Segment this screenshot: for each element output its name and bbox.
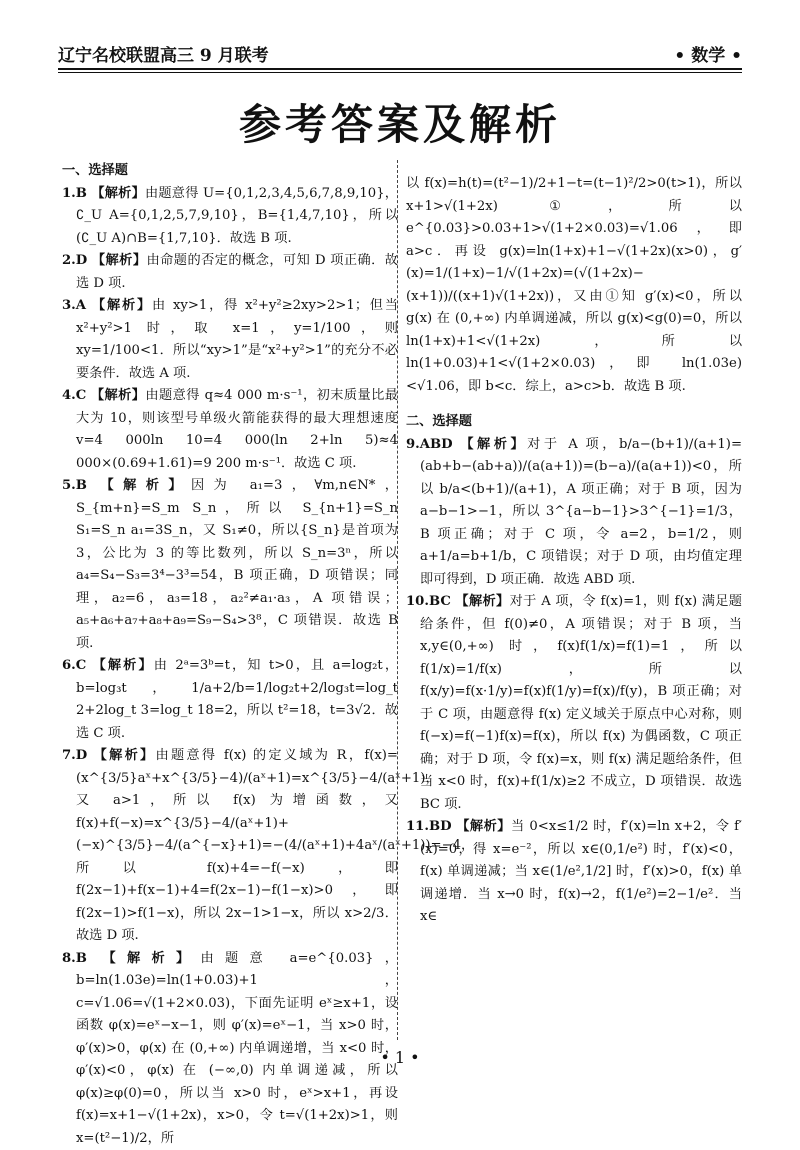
analysis-text: 由题意得 q≈4 000 m·s⁻¹，初末质量比最大为 10，则该型号单级火箭能获得的最大理想速度 v=4 000ln 10=4 000(ln 2+ln 5)≈4 000×(0.69+1.61)=9 200 m·s⁻¹．故选 C 项.: [76, 388, 398, 471]
analysis-tag: 【解析】: [91, 388, 146, 403]
answer-key: 4.C: [62, 388, 86, 403]
answer-item: [62, 745, 398, 948]
page-title: 参考答案及解析: [0, 92, 800, 152]
answer-item: [62, 385, 398, 475]
answer-key: 8.B: [62, 951, 87, 966]
page-number: • 1 •: [0, 1048, 800, 1067]
answer-key: 2.D: [62, 253, 87, 268]
answer-key: 7.D: [62, 748, 87, 763]
answer-key: 10.BC: [406, 594, 451, 609]
column-divider: [397, 160, 398, 1040]
analysis-text: 由题意得 f(x) 的定义域为 R，f(x)=(x^{3/5}aˣ+x^{3/5}−4)/(aˣ+1)=x^{3/5}−4/(aˣ+1)，又 a>1，所以 f(x) 为增函数，又 f(x)+f(−x)=x^{3/5}−4/(aˣ+1)+(−x)^{3/5}−4/(a^{−x}+1)=−(4/(aˣ+1)+4aˣ/(aˣ+1))=−4，所以 f(x)+4=−f(−x)，即 f(2x−1)+f(x−1)+4=f(2x−1)−f(1−x)>0，即 f(2x−1)>f(1−x)，所以 2x−1>1−x，所以 x>2/3．故选 D 项.: [76, 748, 474, 943]
analysis-tag: 【解析】: [101, 478, 191, 493]
analysis-text: 由题意得 U={0,1,2,3,4,5,6,7,8,9,10}，∁_U A={0,1,2,5,7,9,10}，B={1,4,7,10}，所以 (∁_U A)∩B={1,7,10}．故选 B 项.: [76, 186, 398, 246]
analysis-text: 由 2ᵃ=3ᵇ=t，知 t>0，且 a=log₂t，b=log₃t，1/a+2/b=1/log₂t+2/log₃t=log_t 2+2log_t 3=log_t 18=2，所以 t²=18，t=3√2．故选 C 项.: [76, 658, 398, 741]
analysis-tag: 【解析】: [92, 253, 147, 268]
answer-key: 5.B: [62, 478, 87, 493]
analysis-text: 由命题的否定的概念，可知 D 项正确．故选 D 项.: [76, 253, 398, 291]
analysis-tag: 【解析】: [93, 658, 154, 673]
answer-item: [406, 591, 742, 816]
left-column: [62, 160, 398, 1150]
answer-key: 11.BD: [406, 819, 452, 834]
header-subject: • 数学 •: [674, 41, 742, 66]
header-exam-title: 辽宁名校联盟高三 9 月联考: [58, 41, 269, 66]
answer-key: 9.ABD: [406, 437, 453, 452]
analysis-text: 因为 a₁=3，∀m,n∈N*，S_{m+n}=S_m S_n，所以 S_{n+1}=S_n S₁=S_n a₁=3S_n，又 S₁≠0，所以{S_n}是首项为 3，公比为 3 的等比数列，所以 S_n=3ⁿ，所以 a₄=S₄−S₃=3⁴−3³=54，B 项正确，D 项错误；同理，a₂=6，a₃=18，a₂²≠a₁·a₃，A 项错误；a₅+a₆+a₇+a₈+a₉=S₉−S₄>3⁸，C 项错误．故选 B 项.: [76, 478, 398, 651]
answer-item: [406, 434, 742, 592]
analysis-text: 由题意 a=e^{0.03}，b=ln(1.03e)=ln(1+0.03)+1，c=√1.06=√(1+2×0.03)，下面先证明 eˣ≥x+1，设函数 φ(x)=eˣ−x−1，则 φ′(x)=eˣ−1，当 x>0 时，φ′(x)>0，φ(x) 在 (0,+∞) 内单调递增，当 x<0 时，φ′(x)<0，φ(x) 在 (−∞,0) 内单调递减，所以 φ(x)≥φ(0)=0，所以当 x>0 时，eˣ>x+1，再设 f(x)=x+1−√(1+2x)，x>0，令 t=√(1+2x)>1，则 x=(t²−1)/2，所: [76, 951, 398, 1146]
page-header: [58, 40, 742, 66]
analysis-text: 对于 A 项，b/a−(b+1)/(a+1)=(ab+b−(ab+a))/(a(a+1))=(b−a)/(a(a+1))<0，所以 b/a<(b+1)/(a+1)，A 项正确；对于 B 项，因为 a−b−1>−1，所以 3^{a−b−1}>3^{−1}=1/3，B 项正确；对于 C 项，令 a=2，b=1/2，则 a+1/a=b+1/b，C 项错误；对于 D 项，由均值定理即可得到，D 项正确．故选 ABD 项.: [420, 437, 742, 587]
analysis-tag: 【解析】: [456, 819, 511, 834]
analysis-tag: 【解析】: [92, 298, 152, 313]
section-heading: 一、选择题: [62, 160, 398, 183]
right-column: [406, 160, 742, 929]
answer-key: 6.C: [62, 658, 86, 673]
analysis-text: 当 0<x≤1/2 时，f′(x)=ln x+2，令 f′(x)=0，得 x=e⁻²，所以 x∈(0,1/e²) 时，f′(x)<0，f(x) 单调递减；当 x∈(1/e²,1/2] 时，f′(x)>0，f(x) 单调递增．当 x→0 时，f(x)→2，f(1/e²)=2−1/e²．当 x∈: [420, 819, 742, 924]
analysis-tag: 【解析】: [460, 437, 527, 452]
analysis-text: 对于 A 项，令 f(x)=1，则 f(x) 满足题给条件，但 f(0)≠0，A 项错误；对于 B 项，当 x,y∈(0,+∞) 时，f(x)f(1/x)=f(1)=1，所以 f(1/x)=1/f(x)，所以 f(x/y)=f(x·1/y)=f(x)f(1/y)=f(x)/f(y)，B 项正确；对于 C 项，由题意得 f(x) 定义域关于原点中心对称，则 f(−x)=f(−1)f(x)=f(x)，所以 f(x) 为偶函数，C 项正确；对于 D 项，令 f(x)=x，则 f(x) 满足题给条件，但当 x<0 时，f(x)+f(1/x)≥2 不成立，D 项错误．故选 BC 项.: [420, 594, 742, 812]
answer-item: [62, 655, 398, 745]
answer-key: 3.A: [62, 298, 86, 313]
section-heading: 二、选择题: [406, 411, 742, 434]
header-rule-thin: [58, 72, 742, 73]
analysis-tag: 【解析】: [94, 748, 156, 763]
answer-item: [62, 295, 398, 385]
analysis-tag: 【解析】: [91, 186, 145, 201]
answer-item: [62, 250, 398, 295]
answer-item: [62, 475, 398, 655]
header-rule: [58, 68, 742, 70]
analysis-tag: 【解析】: [102, 951, 200, 966]
analysis-text: 由 xy>1，得 x²+y²≥2xy>2>1；但当 x²+y²>1 时，取 x=1，y=1/100，则 xy=1/100<1．所以“xy>1”是“x²+y²>1”的充分不必要条件．故选 A 项.: [76, 298, 398, 381]
analysis-tag: 【解析】: [455, 594, 509, 609]
answer-item: [406, 816, 742, 929]
continued-text: 以 f(x)=h(t)=(t²−1)/2+1−t=(t−1)²/2>0(t>1)，所以 x+1>√(1+2x) ①，所以 e^{0.03}>0.03+1>√(1+2×0.03)=√1.06，即 a>c．再设 g(x)=ln(1+x)+1−√(1+2x)(x>0)，g′(x)=1/(1+x)−1/√(1+2x)=(√(1+2x)−(x+1))/((x+1)√(1+2x))，又由①知 g′(x)<0，所以 g(x) 在 (0,+∞) 内单调递减，所以 g(x)<g(0)=0，所以 ln(1+x)+1<√(1+2x)，所以 ln(1+0.03)+1<√(1+2×0.03)，即 ln(1.03e)<√1.06，即 b<c．综上，a>c>b．故选 B 项.: [406, 173, 742, 398]
answer-item: [62, 183, 398, 251]
answer-key: 1.B: [62, 186, 87, 201]
